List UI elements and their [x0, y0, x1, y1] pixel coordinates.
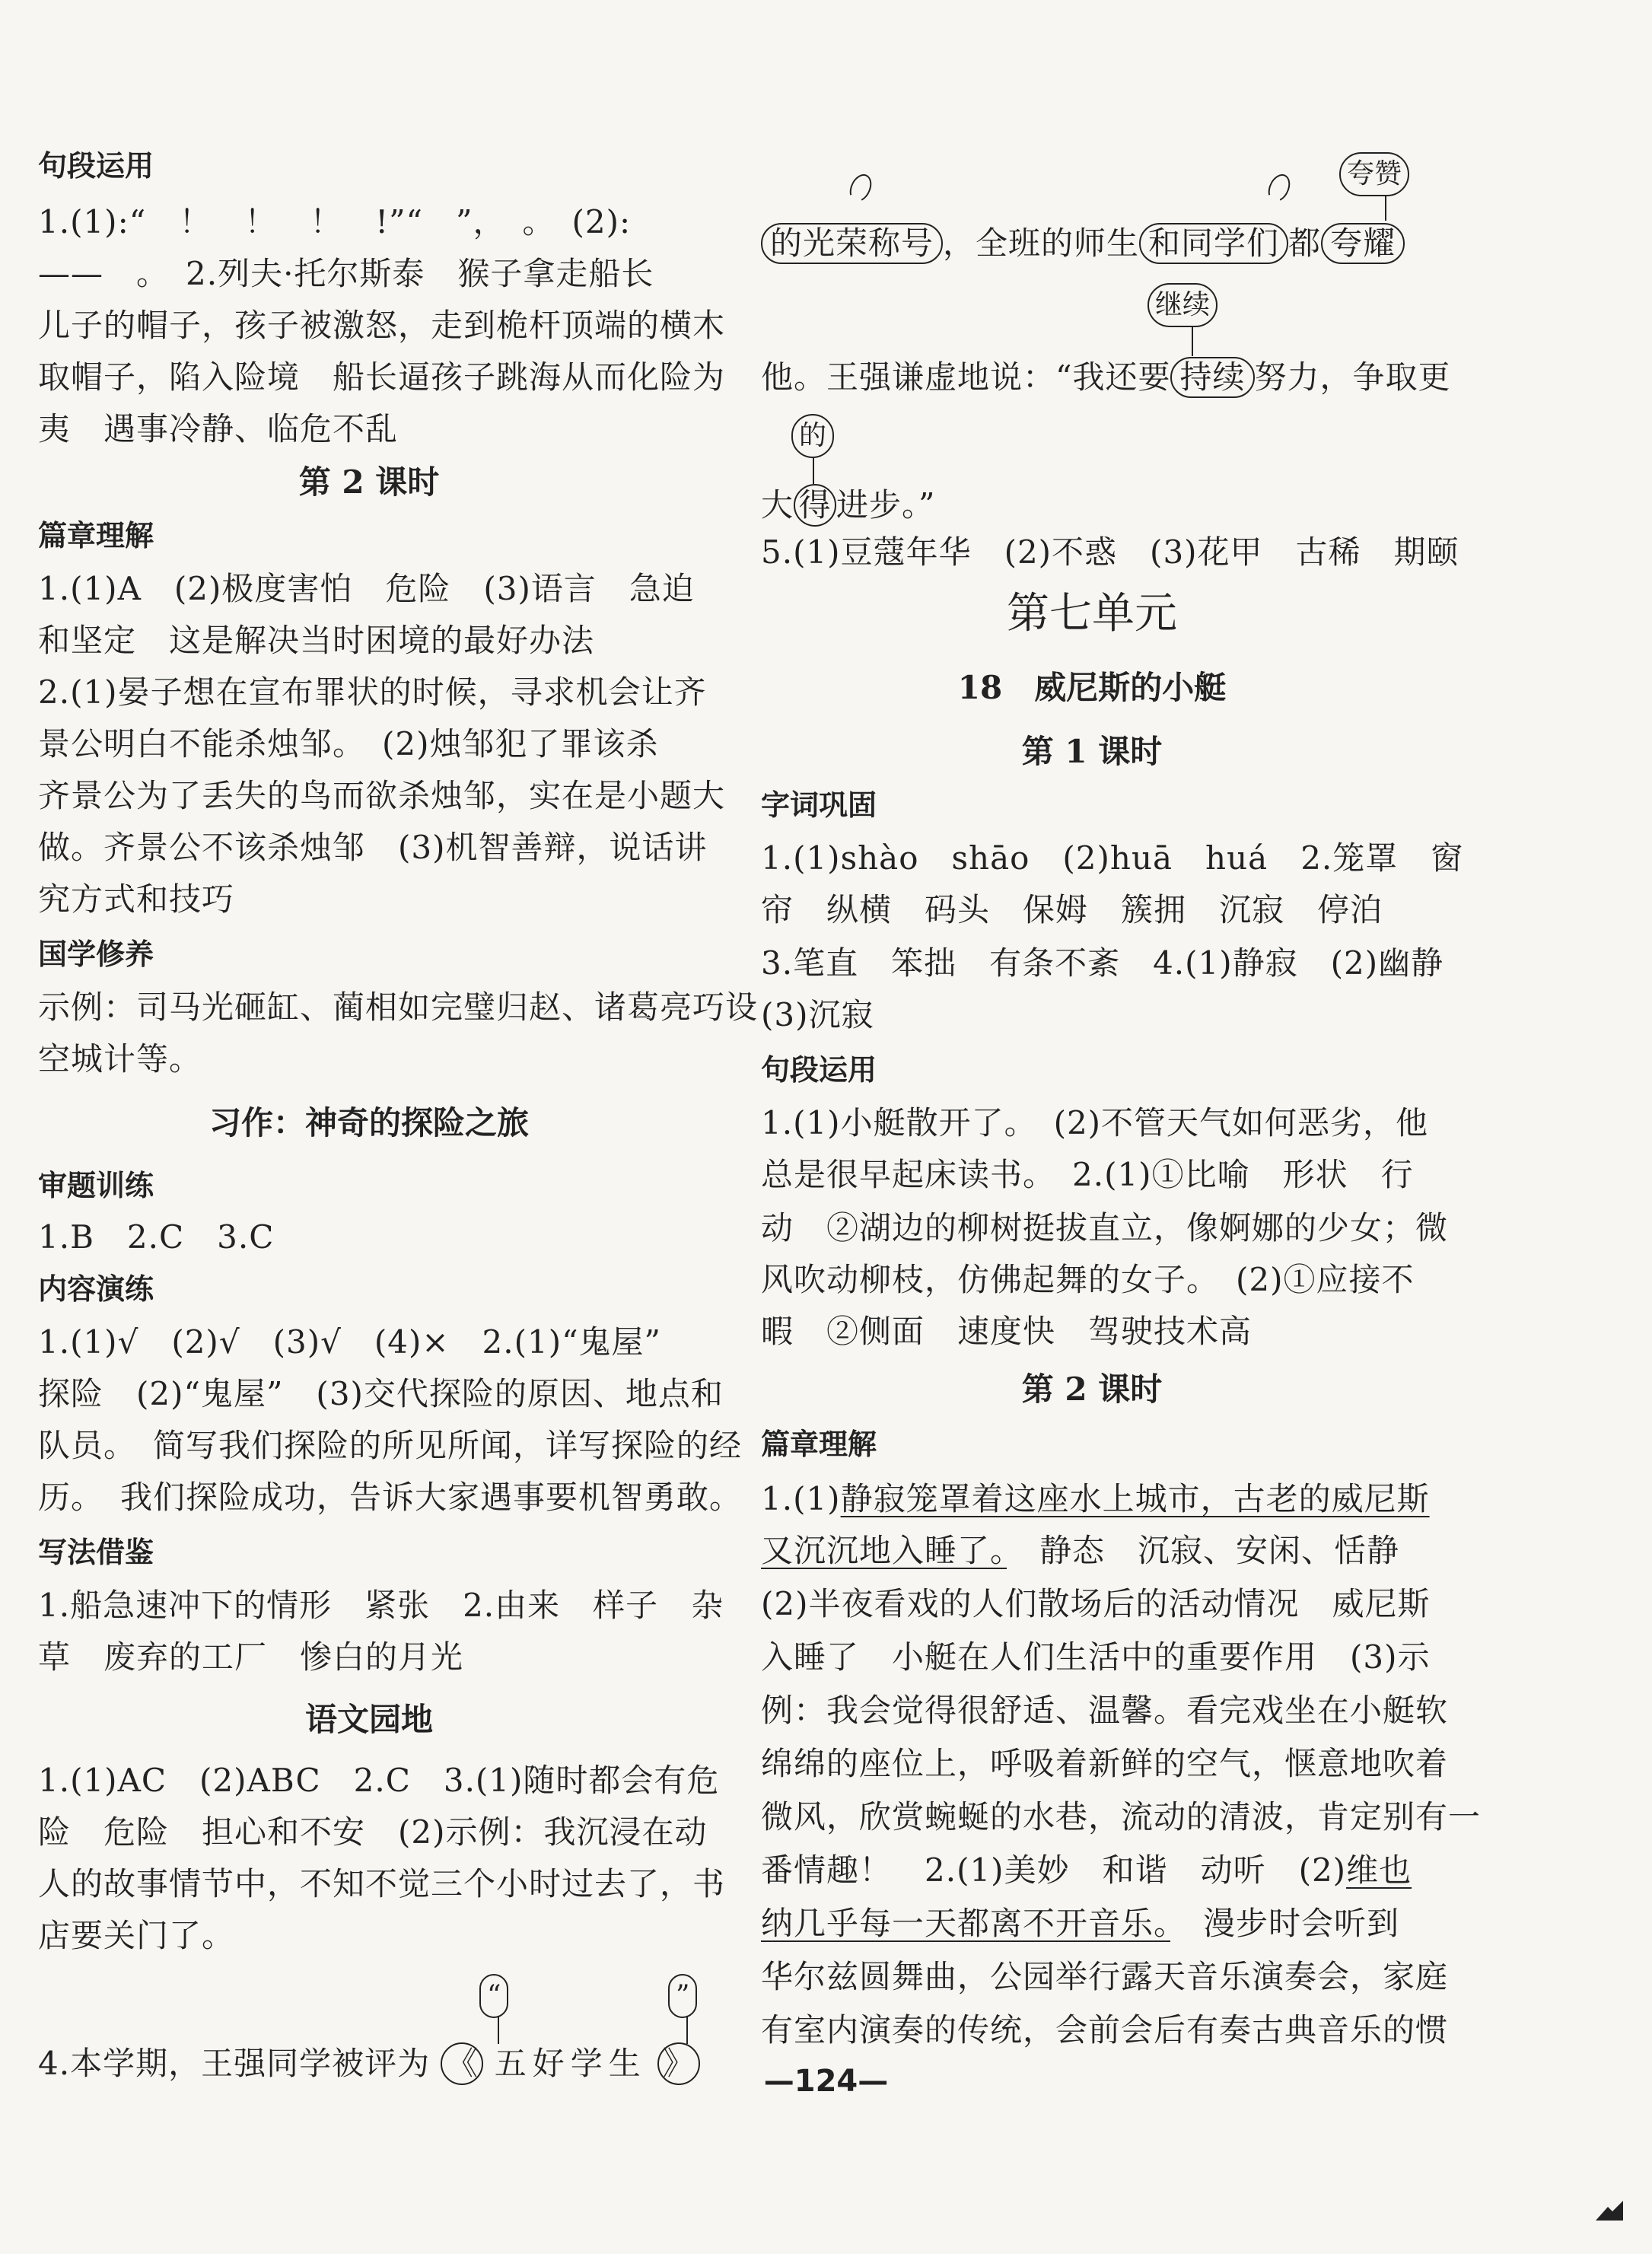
section-heading: 篇章理解 — [38, 519, 154, 552]
section-heading: 审题训练 — [38, 1169, 154, 1202]
text-line — [761, 1528, 1399, 1574]
text-line: 探险 (2)“鬼屋” (3)交代探险的原因、地点和 — [38, 1375, 724, 1412]
lesson-heading: 第 2 课时 — [1021, 1371, 1163, 1408]
text-line: 景公明白不能杀烛邹。 (2)烛邹犯了罪该杀 — [38, 725, 659, 762]
text-run: 他。王强谦虚地说：“我还要 — [761, 358, 1171, 396]
text-line: 人的故事情节中，不知不觉三个小时过去了，书 — [38, 1865, 726, 1902]
text-run: 努力，争取更 — [1254, 358, 1451, 396]
text-line: 入睡了 小艇在人们生活中的重要作用 (3)示 — [761, 1638, 1431, 1676]
text-line: 1.(1):“ ！ ！ ！ !”“ ”， 。 (2): — [38, 203, 632, 240]
lesson-title: 18 威尼斯的小艇 — [957, 669, 1227, 706]
correction-leader — [813, 457, 814, 484]
circled-phrase: 的光荣称号 — [761, 223, 943, 264]
text-line: 1.(1)A (2)极度害怕 危险 (3)语言 急迫 — [38, 570, 695, 607]
text-line: 暇 ②侧面 速度快 驾驶技术高 — [761, 1313, 1253, 1350]
circled-mark: 》 — [657, 2042, 700, 2085]
text-line: 险 危险 担心和不安 (2)示例：我沉浸在动 — [38, 1813, 708, 1851]
section-heading: 字词巩固 — [761, 788, 877, 822]
text-line: 示例：司马光砸缸、蔺相如完璧归赵、诸葛亮巧设 — [38, 989, 759, 1026]
underlined-answer: 纳几乎每一天都离不开音乐。 — [761, 1905, 1171, 1942]
text-line: 1.船急速冲下的情形 紧张 2.由来 样子 杂 — [38, 1587, 724, 1624]
text-line — [761, 1901, 1399, 1947]
text-line: 2.(1)晏子想在宣布罪状的时候，寻求机会让齐 — [38, 673, 707, 711]
text-run: 番情趣！ 2.(1)美妙 和谐 动听 (2) — [761, 1851, 1347, 1889]
corner-scan-mark-icon — [1594, 2199, 1625, 2222]
text-line: 1.(1)shào shāo (2)huā huá 2.笼罩 窗 — [761, 839, 1464, 877]
text-line: 绵绵的座位上，呼吸着新鲜的空气，惬意地吹着 — [761, 1745, 1449, 1782]
page-number: —124— — [763, 2064, 889, 2099]
lesson-heading: 第 1 课时 — [1021, 733, 1163, 770]
correction-leader — [1192, 326, 1193, 356]
essay-title: 习作：神奇的探险之旅 — [208, 1104, 529, 1141]
text-run: 进步。” — [836, 486, 936, 524]
text-line: 5.(1)豆蔻年华 (2)不惑 (3)花甲 古稀 期颐 — [761, 533, 1459, 571]
garden-title: 语文园地 — [304, 1701, 433, 1738]
text-line: (2)半夜看戏的人们散场后的活动情况 威尼斯 — [761, 1585, 1431, 1622]
correction-leader — [1385, 195, 1386, 221]
correction-leader — [498, 2017, 499, 2044]
insert-mark-icon — [1264, 170, 1294, 205]
underlined-answer: 维也 — [1346, 1851, 1412, 1889]
text-line: 例：我会觉得很舒适、温馨。看完戏坐在小艇软 — [761, 1692, 1449, 1729]
text-run: 漫步时会听到 — [1170, 1905, 1400, 1942]
text-line: (3)沉寂 — [761, 996, 874, 1033]
text-line — [761, 1848, 1412, 1893]
text-line: 夷 遇事冷静、临危不乱 — [38, 410, 399, 447]
text-line: 风吹动柳枝，仿佛起舞的女子。 (2)①应接不 — [761, 1261, 1415, 1298]
text-line: 动 ②湖边的柳树挺拔直立，像婀娜的少女；微 — [761, 1209, 1449, 1246]
correction-leader — [686, 2017, 688, 2044]
correction-note: 夸赞 — [1339, 152, 1409, 196]
section-heading: 句段运用 — [761, 1053, 877, 1087]
text-run: 都 — [1288, 224, 1322, 262]
text-line: 3.笔直 笨拙 有条不紊 4.(1)静寂 (2)幽静 — [761, 944, 1444, 982]
circled-mark: 《 — [441, 2042, 483, 2085]
text-line — [761, 482, 936, 528]
text-line: 取帽子，陷入险境 船长逼孩子跳海从而化险为 — [38, 358, 726, 396]
text-line: 空城计等。 — [38, 1040, 202, 1078]
text-line: 有室内演奏的传统，会前会后有奏古典音乐的惯 — [761, 2011, 1449, 2049]
text-line: 草 废弃的工厂 惨白的月光 — [38, 1638, 464, 1676]
circled-phrase: 持续 — [1170, 357, 1254, 398]
text-line — [761, 221, 1405, 266]
text-line: 微风，欣赏蜿蜒的水巷，流动的清波，肯定别有一 — [761, 1798, 1482, 1835]
text-line — [761, 355, 1451, 400]
text-line: 历。 我们探险成功，告诉大家遇事要机智勇敢。 — [38, 1479, 743, 1516]
correction-note: “ — [479, 1974, 508, 2018]
text-line: —— 。 2.列夫·托尔斯泰 猴子拿走船长 — [38, 255, 654, 292]
text-line: 队员。 简写我们探险的所见所闻，详写探险的经 — [38, 1427, 743, 1464]
text-line: 儿子的帽子，孩子被激怒，走到桅杆顶端的横木 — [38, 307, 726, 344]
correction-note: 的 — [791, 414, 834, 458]
circled-mark: 得 — [794, 484, 836, 527]
text-line: 店要关门了。 — [38, 1917, 235, 1954]
section-heading: 写法借鉴 — [38, 1536, 154, 1569]
correction-note: 继续 — [1147, 283, 1218, 327]
insert-mark-icon — [845, 170, 876, 205]
section-heading: 篇章理解 — [761, 1428, 877, 1461]
text-line: 1.(1)√ (2)√ (3)√ (4)× 2.(1)“鬼屋” — [38, 1323, 662, 1361]
circled-phrase: 夸耀 — [1321, 223, 1405, 264]
text-line: 1.B 2.C 3.C — [38, 1218, 275, 1256]
text-run: 4.本学期，王强同学被评为 — [38, 2045, 431, 2082]
text-run: 大 — [761, 486, 794, 524]
unit-title: 第七单元 — [1007, 589, 1177, 638]
section-heading: 国学修养 — [38, 938, 154, 971]
text-line: 齐景公为了丢失的鸟而欲杀烛邹，实在是小题大 — [38, 777, 726, 814]
text-run: 1.(1) — [761, 1480, 841, 1517]
text-line: 和坚定 这是解决当时困境的最好办法 — [38, 622, 595, 659]
section-heading: 句段运用 — [38, 149, 154, 183]
text-run: 静态 沉寂、安闲、恬静 — [1007, 1532, 1400, 1569]
text-line: 究方式和技巧 — [38, 880, 235, 918]
section-heading: 内容演练 — [38, 1272, 154, 1306]
text-line: 总是很早起床读书。 2.(1)①比喻 形状 行 — [761, 1156, 1414, 1193]
text-line: 华尔兹圆舞曲，公园举行露天音乐演奏会，家庭 — [761, 1958, 1449, 1995]
circled-phrase: 和同学们 — [1139, 223, 1288, 264]
text-run: 五好学生 — [494, 2045, 647, 2082]
correction-note: ” — [668, 1974, 697, 2018]
text-line: 帘 纵横 码头 保姆 簇拥 沉寂 停泊 — [761, 891, 1383, 928]
underlined-answer: 又沉沉地入睡了。 — [761, 1532, 1007, 1569]
text-line: 做。齐景公不该杀烛邹 (3)机智善辩，说话讲 — [38, 829, 708, 866]
lesson-heading: 第 2 课时 — [298, 463, 440, 501]
text-run: ，全班的师生 — [943, 224, 1140, 262]
text-line: 1.(1)小艇散开了。 (2)不管天气如何恶劣，他 — [761, 1104, 1429, 1141]
text-line: 1.(1)AC (2)ABC 2.C 3.(1)随时都会有危 — [38, 1762, 720, 1799]
underlined-answer: 静寂笼罩着这座水上城市，古老的威尼斯 — [840, 1480, 1430, 1517]
text-line — [761, 1476, 1430, 1522]
